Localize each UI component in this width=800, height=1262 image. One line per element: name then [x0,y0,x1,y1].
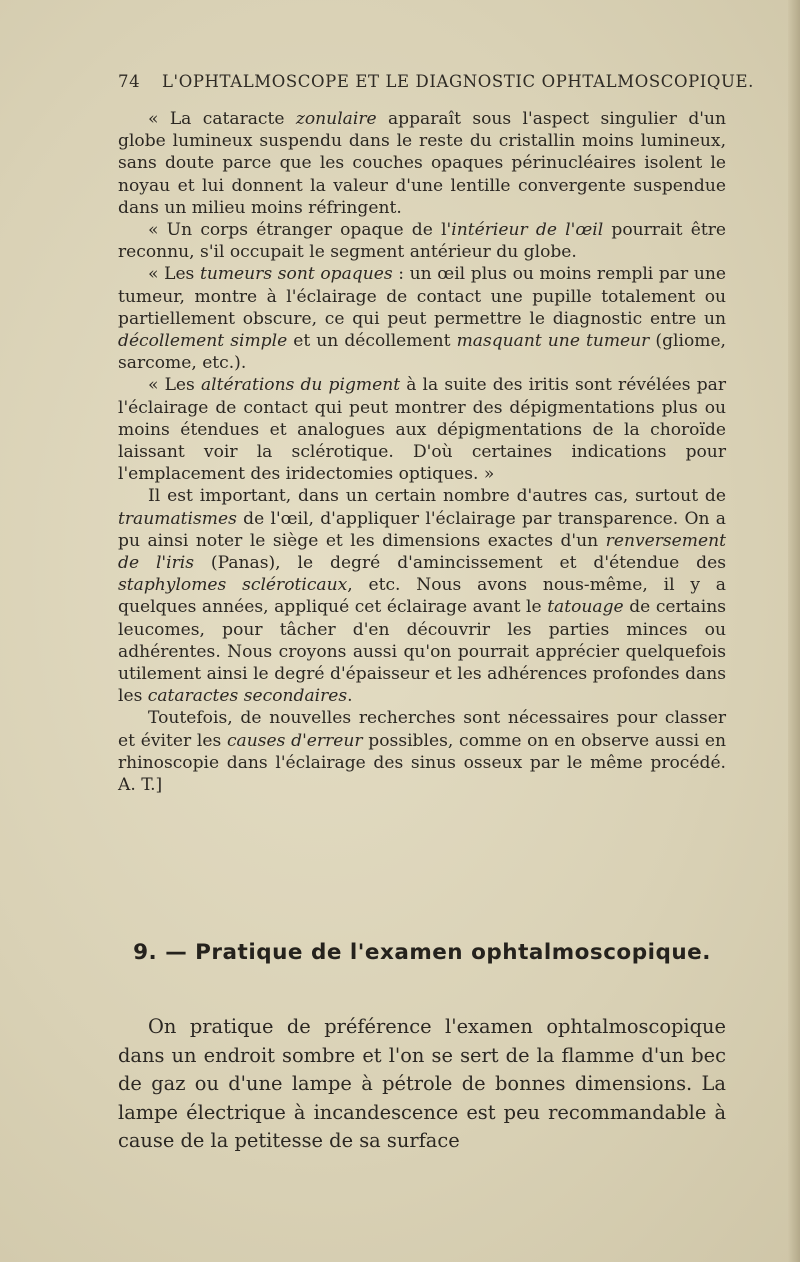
paragraph [118,374,726,485]
paragraph [118,108,726,219]
text-run: (gliome, sarcome, etc.). [118,331,726,374]
italic-text: cataractes secondaires [147,686,348,707]
italic-text: causes d'erreur [226,730,363,751]
text-run: : un œil plus ou moins rempli par une tumeur, montre à l'éclairage de contact une pupille totalement ou partiellement obscure, ce qui peut permettre le diagnostic entre un [118,264,726,329]
italic-text: staphylomes scléroticaux [118,575,348,596]
text-run: « Les [148,375,201,396]
text-run: , etc. Nous avons nous-même, il y a quelques années, appliqué cet éclairage avant le [118,575,726,618]
running-header [118,72,755,91]
text-run: Toutefois, de nouvelles recherches sont nécessaires pour classer et éviter les [118,708,726,751]
italic-text: tumeurs sont opaques [199,264,393,285]
text-run: et un décollement [287,331,457,352]
page-number: 74 [118,72,141,91]
italic-text: masquant une tumeur [456,331,650,352]
page-edge [788,0,800,1262]
text-run: apparaît sous l'aspect singulier d'un globe lumineux suspendu dans le reste du cristallin moins lumineux, sans doute parce que les couches opaques périnucléaires isolent le noyau et lui donnent la valeur d'une lentille convergente suspendue dans un milieu moins réfringent. [118,109,726,218]
text-run: de l'œil, d'appliquer l'éclairage par transparence. On a pu ainsi noter le siège et les dimensions exactes d'un [118,508,726,551]
italic-text: altérations du pigment [200,375,401,396]
paragraph [118,707,726,796]
italic-text: décollement simple [118,331,288,352]
text-run: « La cataracte [148,109,296,129]
paragraph [118,219,726,263]
paragraph [118,263,726,374]
section-body [118,1013,726,1156]
text-run: « Un corps étranger opaque de l' [148,220,452,241]
text-run: possibles, comme on en observe aussi en rhinoscopie dans l'éclairage des sinus osseux par le même procédé. A. T.] [118,730,726,796]
italic-text: traumatismes [118,508,237,529]
text-run: . [347,686,353,707]
italic-text: tatouage [547,597,624,618]
running-title: L'OPHTALMOSCOPE ET LE DIAGNOSTIC OPHTALMOSCOPIQUE. [162,72,755,91]
paragraph [118,485,726,707]
italic-text: intérieur de l'œil [451,220,604,241]
text-run: à la suite des iritis sont révélées par l'éclairage de contact qui peut montrer des dépigmentations plus ou moins étendues et analogues aux dépigmentations de la choroïde laissant voir la sclérotique. D'où certaines indications pour l'emplacement des iridectomies optiques. » [118,375,726,485]
text-run: « Les [148,264,200,285]
body-text [118,108,726,796]
text-run: pourrait être reconnu, s'il occupait le segment antérieur du globe. [118,220,726,263]
italic-text: zonulaire [295,109,377,129]
text-run: de certains leucomes, pour tâcher d'en découvrir les parties minces ou adhérentes. Nous croyons aussi qu'on pourrait apprécier quelquefois utilement ainsi le degré d'épaisseur et les adhérences profondes dans les [118,597,726,707]
section-heading: 9. — Pratique de l'examen ophtalmoscopique. [133,940,711,965]
text-run: (Panas), le degré d'amincissement et d'étendue des [194,553,726,574]
paragraph: On pratique de préférence l'examen ophtalmoscopique dans un endroit sombre et l'on se sert de la flamme d'un bec de gaz ou d'une lampe à pétrole de bonnes dimensions. La lampe électrique à incandescence est peu recommandable à cause de la petitesse de sa surface [118,1015,726,1153]
italic-text: renversement de l'iris [118,530,726,574]
text-run: Il est important, dans un certain nombre d'autres cas, surtout de [148,486,726,507]
